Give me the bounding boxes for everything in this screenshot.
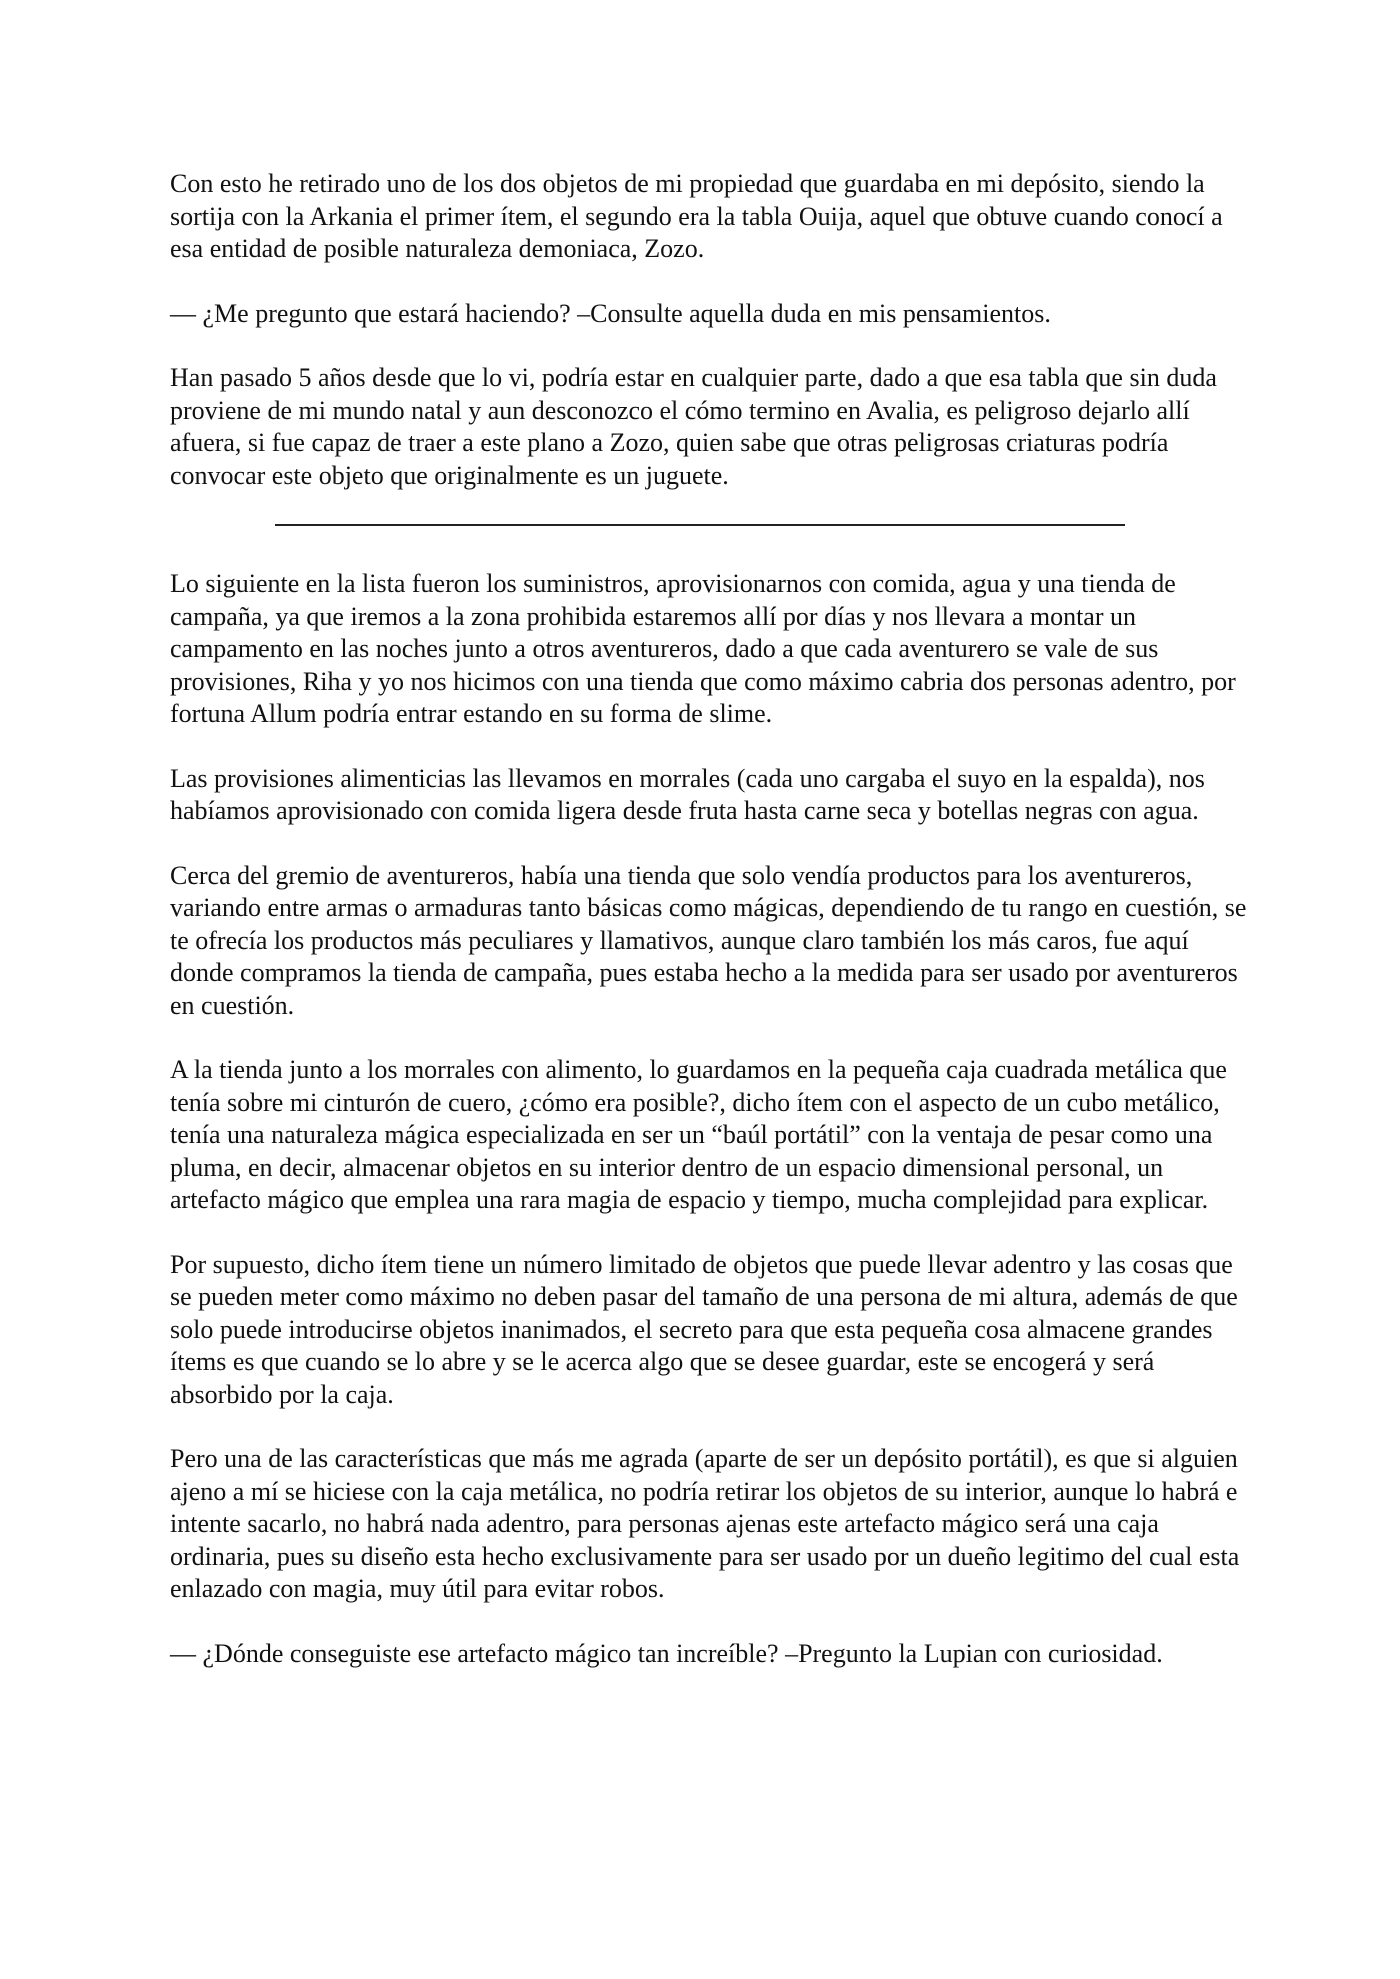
paragraph: Pero una de las características que más me agrada (aparte de ser un depósito portátil), es que si alguien ajeno a mí se hiciese con la caja metálica, no podría retirar los objetos de su interior, aunque lo habrá e intente sacarlo, no habrá nada adentro, para personas ajenas este artefacto mágico será una caja ordinaria, pues su diseño esta hecho exclusivamente para ser usado por un dueño legitimo del cual esta enlazado con magia, muy útil para evitar robos. bbox=[170, 1444, 1240, 1603]
section-divider bbox=[275, 524, 1125, 526]
paragraph: Lo siguiente en la lista fueron los suministros, aprovisionarnos con comida, agua y una tienda de campaña, ya que iremos a la zona prohibida estaremos allí por días y nos llevara a montar un campamento en las noches junto a otros aventureros, dado a que cada aventurero se vale de sus provisiones, Riha y yo nos hicimos con una tienda que como máximo cabria dos personas adentro, por fortuna Allum podría entrar estando en su forma de slime. bbox=[170, 569, 1236, 728]
paragraph: Por supuesto, dicho ítem tiene un número limitado de objetos que puede llevar adentro y las cosas que se pueden meter como máximo no deben pasar del tamaño de una persona de mi altura, además de que solo puede introducirse objetos inanimados, el secreto para que esta pequeña cosa almacene grandes ítems es que cuando se lo abre y se le acerca algo que se desee guardar, este se encogerá y será absorbido por la caja. bbox=[170, 1249, 1238, 1409]
document-page bbox=[170, 168, 1250, 1702]
paragraph: Han pasado 5 años desde que lo vi, podría estar en cualquier parte, dado a que esa tabla que sin duda proviene de mi mundo natal y aun desconozco el cómo termino en Avalia, es peligroso dejarlo allí afuera, si fue capaz de traer a este plano a Zozo, quien sabe que otras peligrosas criaturas podría convocar este objeto que originalmente es un juguete. bbox=[170, 363, 1217, 490]
paragraph: Las provisiones alimenticias las llevamos en morrales (cada uno cargaba el suyo en la espalda), nos habíamos aprovisionado con comida ligera desde fruta hasta carne seca y botellas negras con agua. bbox=[170, 763, 1205, 825]
paragraph: Cerca del gremio de aventureros, había una tienda que solo vendía productos para los aventureros, variando entre armas o armaduras tanto básicas como mágicas, dependiendo de tu rango en cuestión, se te ofrecía los productos más peculiares y llamativos, aunque claro también los más caros, fue aquí donde compramos la tienda de campaña, pues estaba hecho a la medida para ser usado por aventureros en cuestión. bbox=[170, 860, 1247, 1020]
paragraph: A la tienda junto a los morrales con alimento, lo guardamos en la pequeña caja cuadrada metálica que tenía sobre mi cinturón de cuero, ¿cómo era posible?, dicho ítem con el aspecto de un cubo metálico, tenía una naturaleza mágica especializada en ser un “baúl portátil” con la ventaja de pesar como una pluma, en decir, almacenar objetos en su interior dentro de un espacio dimensional personal, un artefacto mágico que emplea una rara magia de espacio y tiempo, mucha complejidad para explicar. bbox=[170, 1055, 1227, 1214]
dialogue-line: — ¿Dónde conseguiste ese artefacto mágico tan increíble? –Pregunto la Lupian con curiosidad. bbox=[170, 1638, 1163, 1668]
paragraph: Con esto he retirado uno de los dos objetos de mi propiedad que guardaba en mi depósito, siendo la sortija con la Arkania el primer ítem, el segundo era la tabla Ouija, aquel que obtuve cuando conocí a esa entidad de posible naturaleza demoniaca, Zozo. bbox=[170, 169, 1223, 263]
dialogue-line: — ¿Me pregunto que estará haciendo? –Consulte aquella duda en mis pensamientos. bbox=[170, 298, 1051, 328]
